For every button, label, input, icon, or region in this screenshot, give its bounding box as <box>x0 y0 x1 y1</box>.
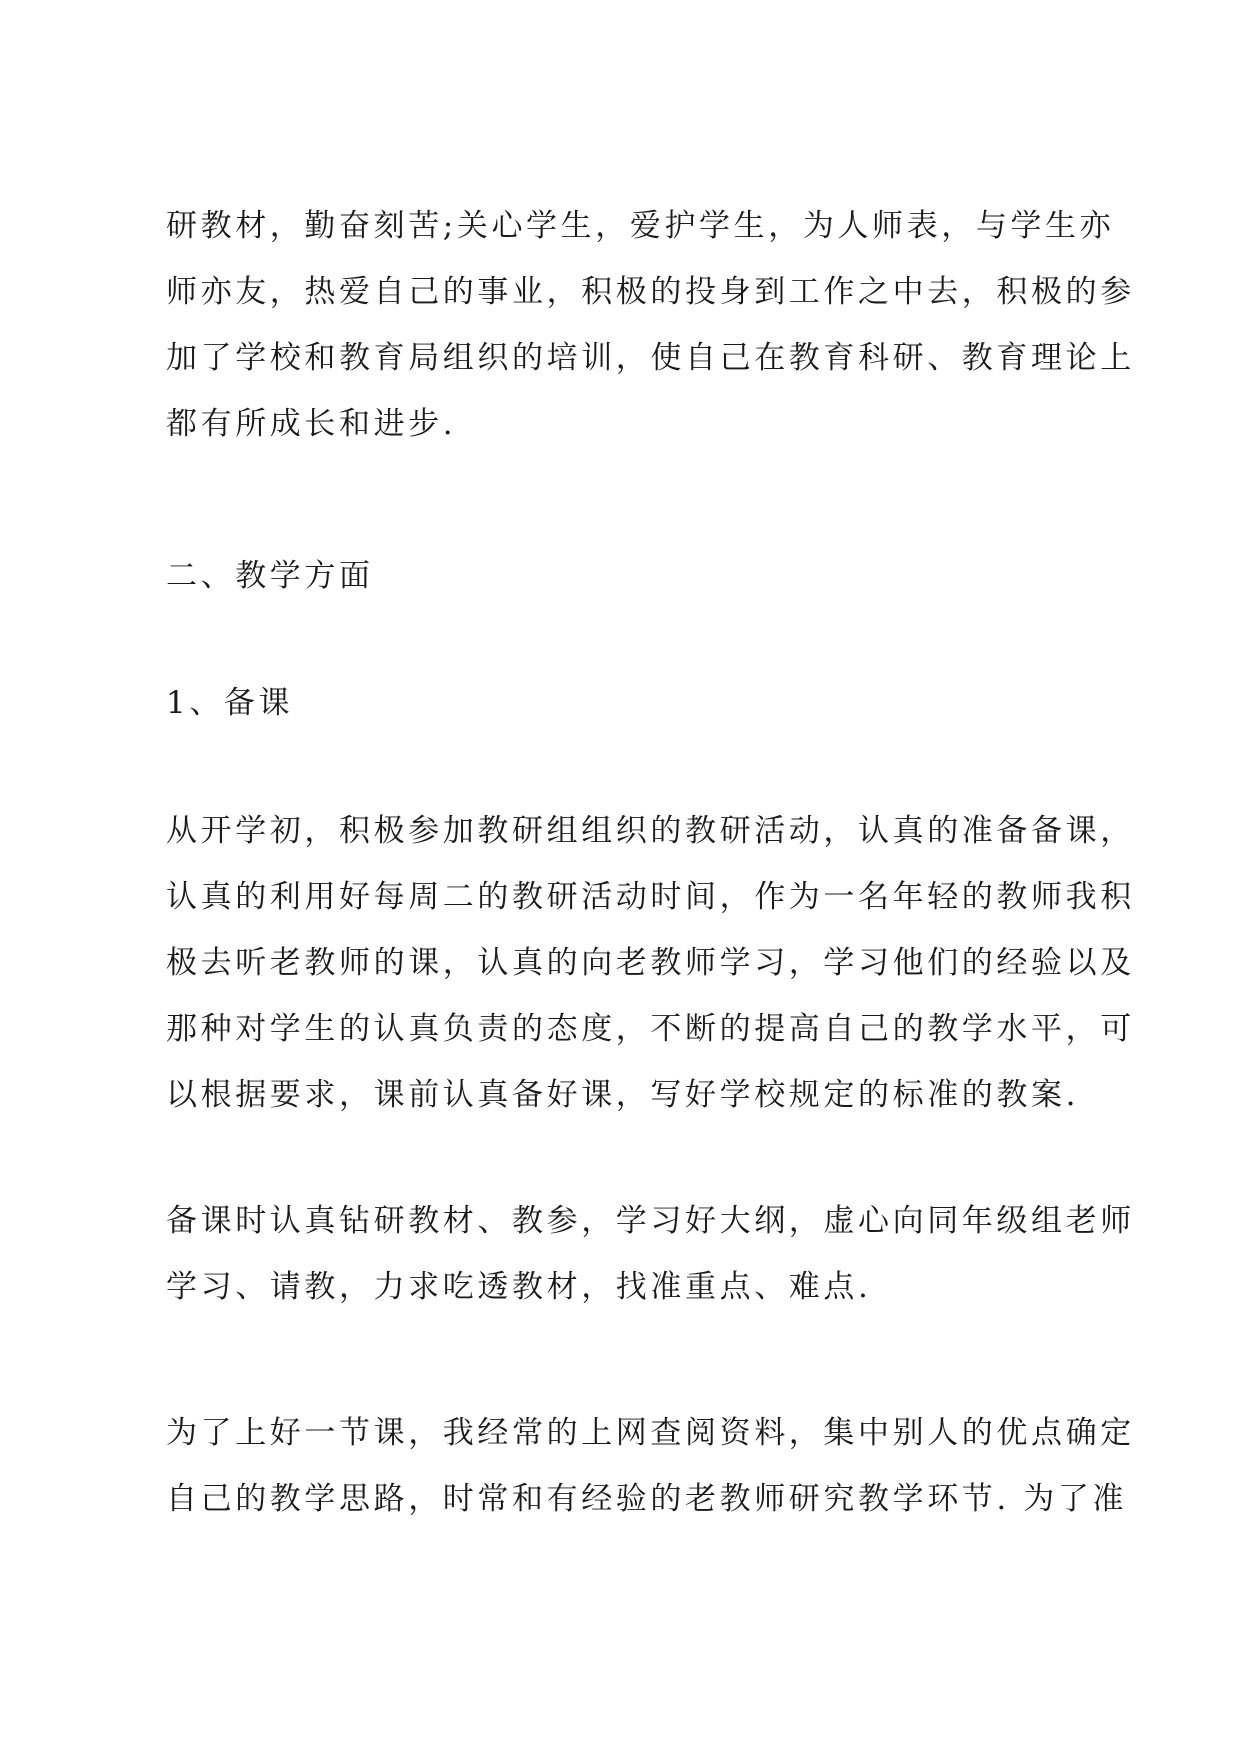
paragraph-line: 从开学初，积极参加教研组组织的教研活动，认真的准备备课， <box>166 813 1135 849</box>
paragraph-teaching-attitude <box>166 193 1135 457</box>
paragraph-line: 研教材，勤奋刻苦;关心学生，爱护学生，为人师表，与学生亦 <box>166 208 1115 244</box>
paragraph-line: 备课时认真钻研教材、教参，学习好大纲，虚心向同年级组老师 <box>166 1203 1135 1239</box>
section-heading <box>166 543 1096 609</box>
paragraph-line: 那种对学生的认真负责的态度，不断的提高自己的教学水平，可 <box>166 1011 1135 1047</box>
paragraph-line: 极去听老教师的课，认真的向老教师学习，学习他们的经验以及 <box>166 945 1135 981</box>
paragraph-line: 学习、请教，力求吃透教材，找准重点、难点. <box>166 1269 872 1305</box>
paragraph-lesson-preparation <box>166 798 1135 1128</box>
section-heading-text: 二、教学方面 <box>166 558 374 594</box>
paragraph-line: 自己的教学思路，时常和有经验的老教师研究教学环节. 为了准 <box>166 1481 1128 1517</box>
paragraph-line: 都有所成长和进步. <box>166 406 457 442</box>
paragraph-line: 以根据要求，课前认真备好课，写好学校规定的标准的教案. <box>166 1077 1080 1113</box>
subsection-heading <box>166 670 1096 736</box>
paragraph-line: 为了上好一节课，我经常的上网查阅资料，集中别人的优点确定 <box>166 1415 1135 1451</box>
subsection-heading-text: 1、备课 <box>166 685 294 721</box>
paragraph-study-materials <box>166 1188 1135 1320</box>
paragraph-line: 加了学校和教育局组织的培训，使自己在教育科研、教育理论上 <box>166 340 1135 376</box>
paragraph-line: 认真的利用好每周二的教研活动时间，作为一名年轻的教师我积 <box>166 879 1135 915</box>
paragraph-lesson-research <box>166 1400 1135 1532</box>
paragraph-line: 师亦友，热爱自己的事业，积极的投身到工作之中去，积极的参 <box>166 274 1135 310</box>
